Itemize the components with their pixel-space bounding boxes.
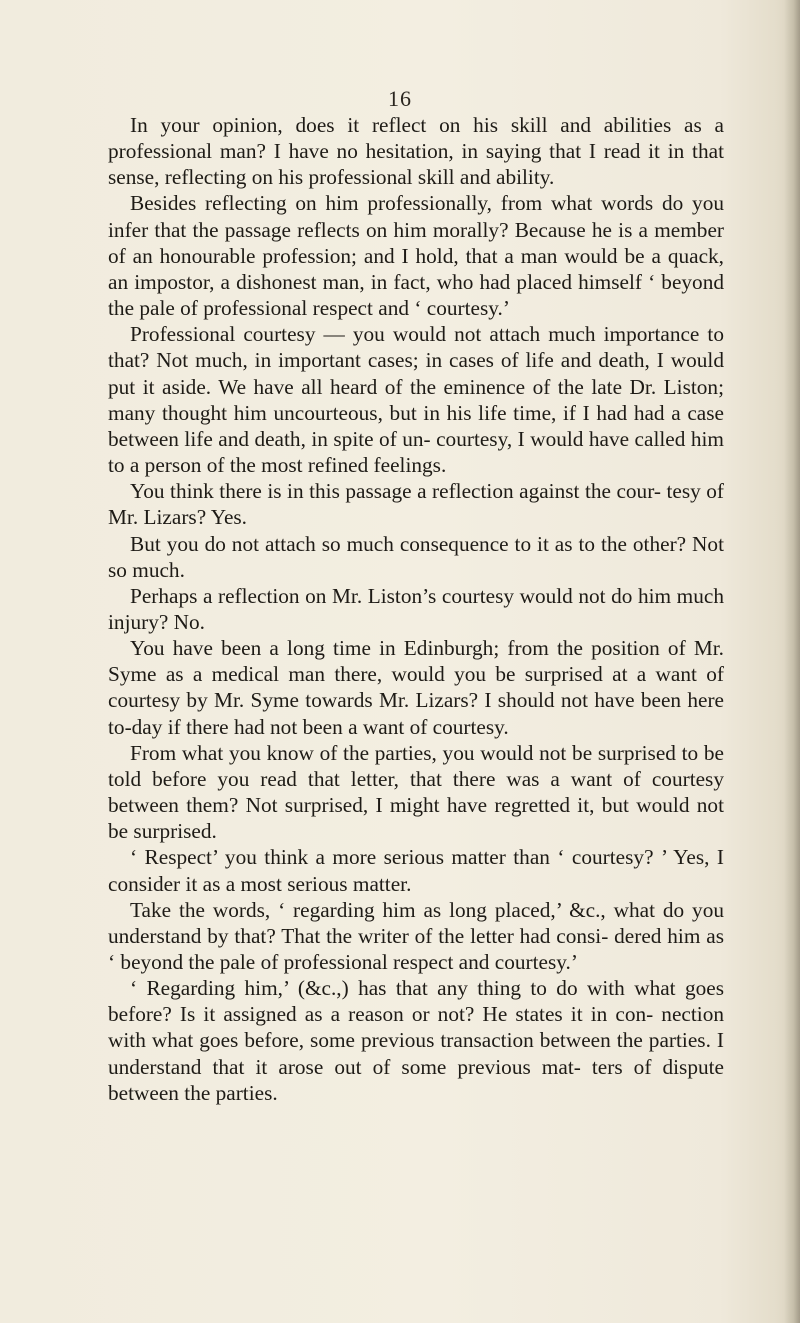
paragraph: Perhaps a reflection on Mr. Liston’s courtesy would not do him much injury? No. [108, 583, 724, 634]
paragraph: ‘ Respect’ you think a more serious matter than ‘ courtesy? ’ Yes, I consider it as a most serious matter. [108, 845, 724, 896]
paragraph: But you do not attach so much consequence to it as to the other? Not so much. [108, 531, 724, 582]
paragraph: In your opinion, does it reflect on his skill and abilities as a professional man? I have no hesitation, in saying that I read it in that sense, reflecting on his professional skill and ability. [108, 113, 724, 190]
paragraph: Take the words, ‘ regarding him as long placed,’ &c., what do you understand by that? That the writer of the letter had consi- dered him as ‘ beyond the pale of professional respect and courtesy.’ [108, 897, 724, 974]
page-edge-shadow [784, 0, 800, 1323]
paragraph: ‘ Regarding him,’ (&c.,) has that any thing to do with what goes before? Is it assigned as a reason or not? He states it in con- nection with what goes before, some previous transaction between the parties. I understand that it arose out of some previous mat- ters of dispute between the parties. [108, 976, 724, 1105]
page-number: 16 [388, 86, 412, 111]
page-body-text [108, 112, 724, 1106]
paragraph: Professional courtesy — you would not attach much importance to that? Not much, in important cases; in cases of life and death, I would put it aside. We have all heard of the eminence of the late Dr. Liston; many thought him uncourteous, but in his life time, if I had had a case between life and death, in spite of un- courtesy, I would have called him to a person of the most refined feelings. [108, 322, 724, 478]
paragraph: From what you know of the parties, you would not be surprised to be told before you read that letter, that there was a want of courtesy between them? Not surprised, I might have regretted it, but would not be surprised. [108, 740, 724, 844]
paragraph: You think there is in this passage a reflection against the cour- tesy of Mr. Lizars? Yes. [108, 479, 724, 530]
paragraph: You have been a long time in Edinburgh; from the position of Mr. Syme as a medical man there, would you be surprised at a want of courtesy by Mr. Syme towards Mr. Lizars? I should not have been here to-day if there had not been a want of courtesy. [108, 636, 724, 739]
paragraph: Besides reflecting on him professionally, from what words do you infer that the passage reflects on him morally? Because he is a member of an honourable profession; and I hold, that a man would be a quack, an impostor, a dishonest man, in fact, who had placed himself ‘ beyond the pale of professional respect and ‘ courtesy.’ [108, 191, 724, 321]
